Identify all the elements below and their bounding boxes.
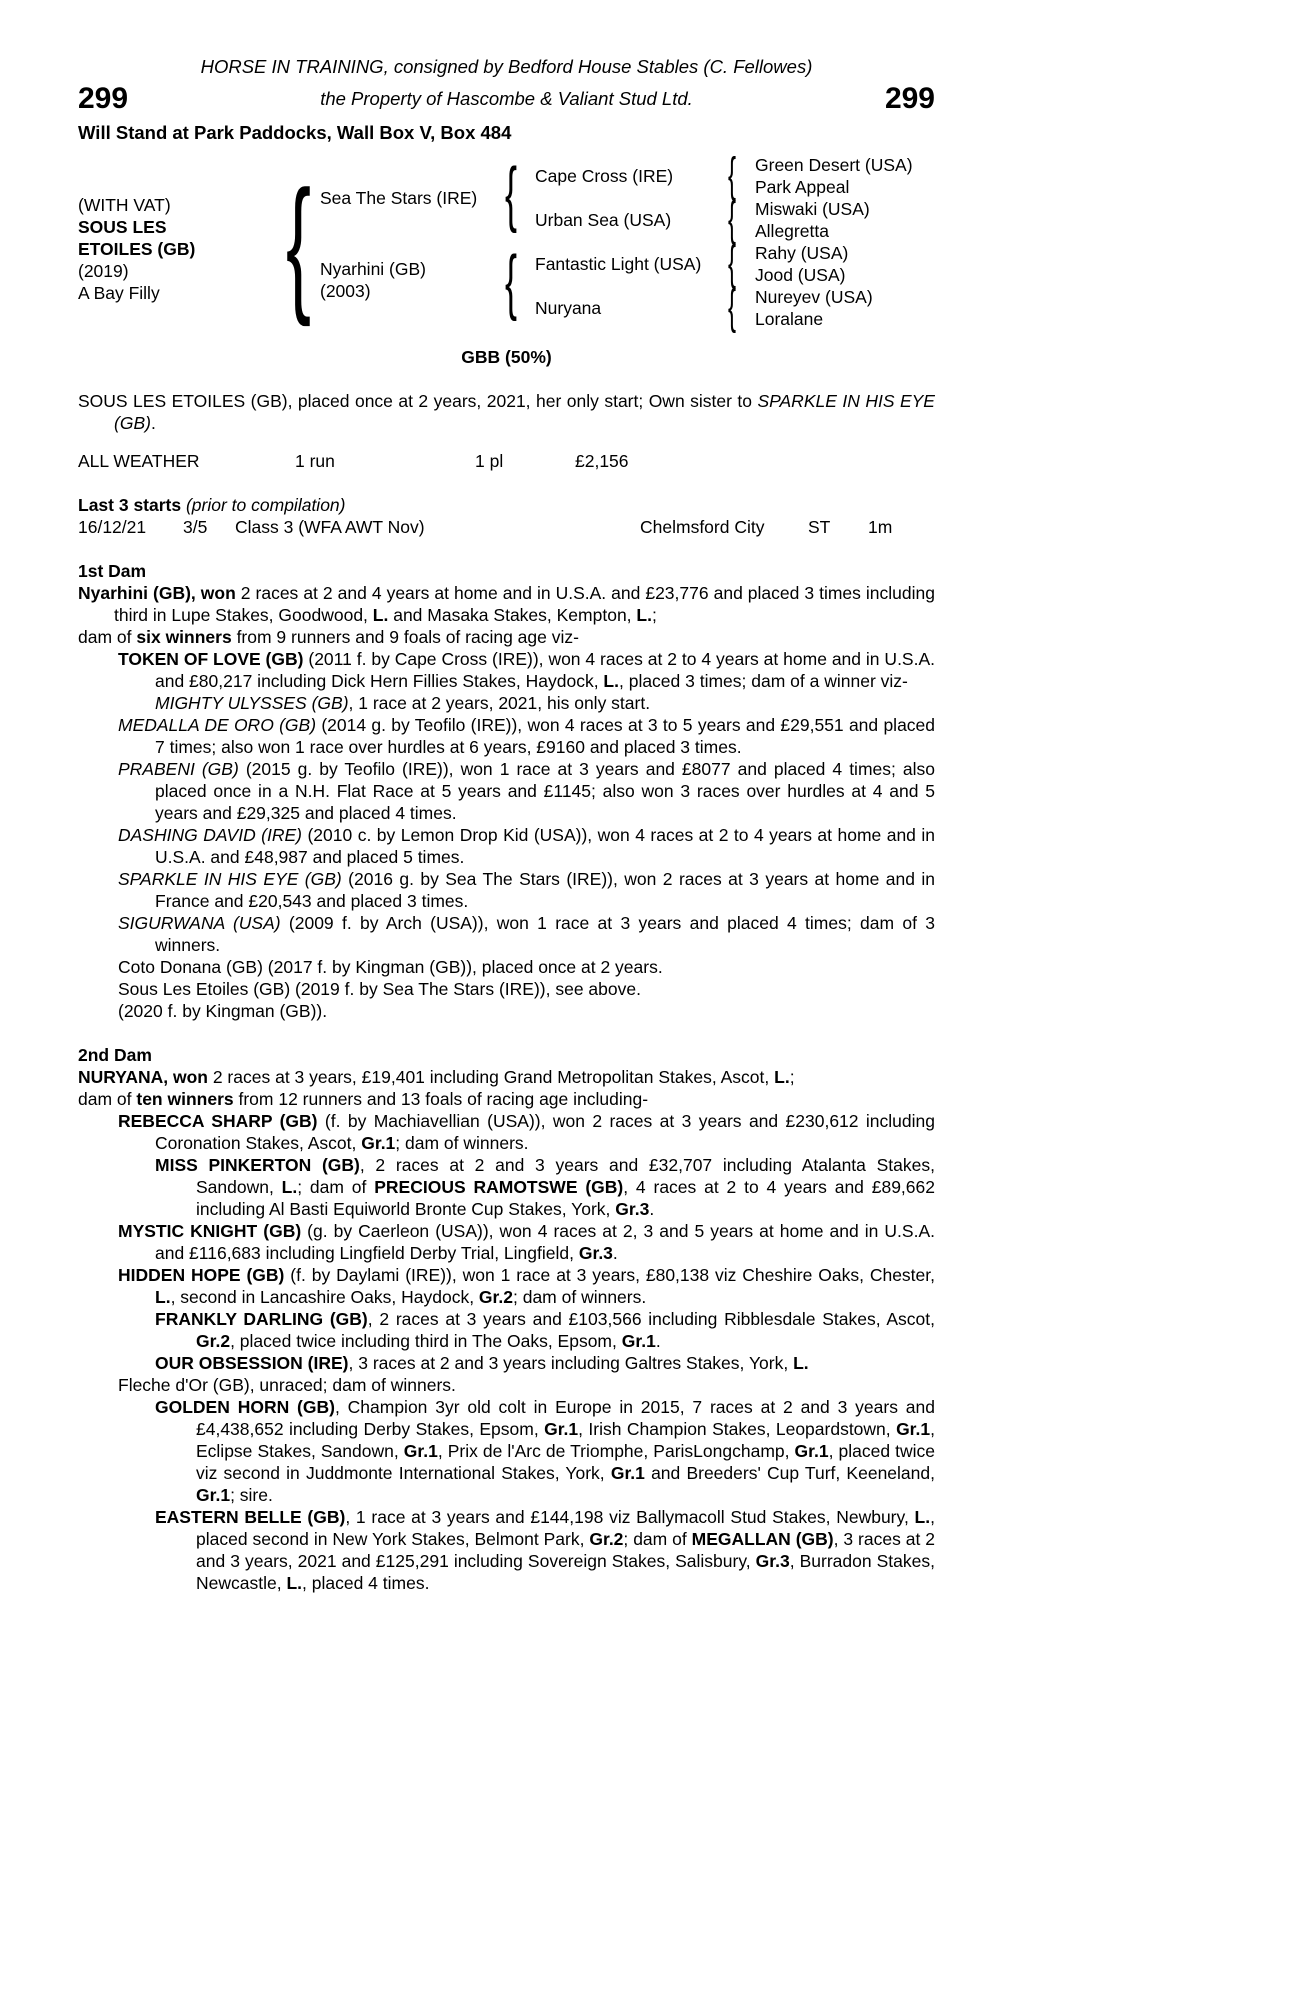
- earnings-value: £2,156: [575, 451, 629, 471]
- progeny-golden-horn: GOLDEN HORN (GB), Champion 3yr old colt in Europe in 2015, 7 races at 2 and 3 years and £4,438,652 including Derby Stakes, Epsom, Gr.1, Irish Champion Stakes, Leopardstown, Gr.1, Eclipse Stakes, Sandown, Gr.1, Prix de l'Arc de Triomphe, ParisLongchamp, Gr.1, placed twice viz second in Juddmonte International Stakes, York, Gr.1 and Breeders' Cup Turf, Keeneland, Gr.1; sire.: [155, 1397, 935, 1505]
- pedigree-brace-gp1: {: [728, 149, 737, 202]
- progeny-mighty-ulysses: MIGHTY ULYSSES (GB), 1 race at 2 years, 2021, his only start.: [155, 693, 651, 713]
- progeny-prabeni: PRABENI (GB) (2015 g. by Teofilo (IRE)), won 1 race at 3 years and £8077 and placed 4 times; also placed once in a N.H. Flat Race at 5 years and £1145; also won 3 races over hurdles at 4 and 5 years and £29,325 and placed 4 times.: [118, 759, 935, 823]
- lot-number-left: 299: [78, 82, 129, 115]
- dam-name: Nyarhini (GB): [320, 259, 426, 279]
- pedigree-brace-gp2: {: [728, 193, 737, 246]
- last-starts-section: [78, 494, 935, 538]
- start-course: Chelmsford City: [640, 517, 765, 537]
- progeny-our-obsession: OUR OBSESSION (IRE), 3 races at 2 and 3 years including Galtres Stakes, York, L.: [155, 1353, 809, 1373]
- grandparent-3: Fantastic Light (USA): [535, 254, 702, 274]
- race-record-row: [78, 450, 935, 472]
- great-grandparent-6: Jood (USA): [755, 265, 846, 285]
- progeny-sigurwana: SIGURWANA (USA) (2009 f. by Arch (USA)), won 1 race at 3 years and placed 4 times; dam of 3 winners.: [118, 913, 935, 955]
- runs-value: 1 run: [295, 451, 335, 471]
- dam1-record: Nyarhini (GB), won 2 races at 2 and 4 years at home and in U.S.A. and £23,776 and placed 3 times including third in Lupe Stakes, Goodwood, L. and Masaka Stakes, Kempton, L.;: [78, 583, 935, 625]
- horse-year: (2019): [78, 261, 129, 281]
- gbb-note: GBB (50%): [461, 347, 552, 367]
- lot-row: [78, 80, 935, 118]
- first-dam-heading: 1st Dam: [78, 561, 147, 581]
- great-grandparent-2: Park Appeal: [755, 177, 850, 197]
- pedigree-brace-sire: {: [505, 154, 518, 234]
- great-grandparent-3: Miswaki (USA): [755, 199, 870, 219]
- stand-location-line: Will Stand at Park Paddocks, Wall Box V, Box 484: [78, 122, 512, 143]
- progeny-hidden-hope: HIDDEN HOPE (GB) (f. by Daylami (IRE)), won 1 race at 3 years, £80,138 viz Cheshire Oaks, Chester, L., second in Lancashire Oaks, Haydock, Gr.2; dam of winners.: [118, 1265, 935, 1307]
- start-date: 16/12/21: [78, 517, 147, 537]
- surface-label: ALL WEATHER: [78, 451, 200, 471]
- grandparent-4: Nuryana: [535, 298, 602, 318]
- great-grandparent-7: Nureyev (USA): [755, 287, 873, 307]
- pedigree-brace-dam: {: [505, 242, 518, 322]
- pedigree-table: [78, 149, 935, 334]
- last-start-row: [78, 516, 935, 538]
- progeny-2020-filly: (2020 f. by Kingman (GB)).: [118, 1001, 328, 1021]
- progeny-mystic-knight: MYSTIC KNIGHT (GB) (g. by Caerleon (USA)), won 4 races at 2, 3 and 5 years at home and in U.S.A. and £116,683 including Lingfield Derby Trial, Lingfield, Gr.3.: [118, 1221, 935, 1263]
- property-line: the Property of Hascombe & Valiant Stud Ltd.: [320, 88, 693, 109]
- progeny-sparkle-in-his-eye: SPARKLE IN HIS EYE (GB) (2016 g. by Sea The Stars (IRE)), won 2 races at 3 years at home and in France and £20,543 and placed 3 times.: [118, 869, 935, 911]
- dam2-record: NURYANA, won 2 races at 3 years, £19,401 including Grand Metropolitan Stakes, Ascot, L.;: [78, 1067, 795, 1087]
- last-starts-note: (prior to compilation): [185, 495, 346, 515]
- last-starts-heading: [78, 494, 935, 516]
- start-race-class: Class 3 (WFA AWT Nov): [235, 517, 425, 537]
- progeny-fleche-dor: Fleche d'Or (GB), unraced; dam of winners.: [118, 1375, 456, 1395]
- pedigree-brace-gp4: {: [728, 281, 737, 334]
- great-grandparent-5: Rahy (USA): [755, 243, 849, 263]
- start-going: ST: [808, 517, 831, 537]
- horse-name-line1: SOUS LES: [78, 217, 167, 237]
- start-position: 3/5: [183, 517, 208, 537]
- second-dam-heading: 2nd Dam: [78, 1045, 152, 1065]
- race-summary: SOUS LES ETOILES (GB), placed once at 2 years, 2021, her only start; Own sister to SPARKLE IN HIS EYE (GB).: [78, 391, 935, 433]
- horse-sex: A Bay Filly: [78, 283, 160, 303]
- progeny-miss-pinkerton: MISS PINKERTON (GB), 2 races at 2 and 3 years and £32,707 including Atalanta Stakes, Sandown, L.; dam of PRECIOUS RAMOTSWE (GB), 4 races at 2 to 4 years and £89,662 including Al Basti Equiworld Bronte Cup Stakes, York, Gr.3.: [155, 1155, 935, 1219]
- consignor-line: HORSE IN TRAINING, consigned by Bedford House Stables (C. Fellowes): [200, 56, 813, 77]
- pedigree-brace-gp3: {: [728, 237, 737, 290]
- progeny-sous-les-etoiles: Sous Les Etoiles (GB) (2019 f. by Sea The Stars (IRE)), see above.: [118, 979, 641, 999]
- dam1-produce-intro: dam of six winners from 9 runners and 9 foals of racing age viz-: [78, 627, 579, 647]
- grandparent-2: Urban Sea (USA): [535, 210, 672, 230]
- dam2-produce-intro: dam of ten winners from 12 runners and 13 foals of racing age including-: [78, 1089, 649, 1109]
- progeny-token-of-love: TOKEN OF LOVE (GB) (2011 f. by Cape Cross (IRE)), won 4 races at 2 to 4 years at home and in U.S.A. and £80,217 including Dick Hern Fillies Stakes, Haydock, L., placed 3 times; dam of a winner viz-: [118, 649, 935, 691]
- lot-number-right: 299: [884, 82, 935, 115]
- progeny-eastern-belle: EASTERN BELLE (GB), 1 race at 3 years and £144,198 viz Ballymacoll Stud Stakes, Newbury, L., placed second in New York Stakes, Belmont Park, Gr.2; dam of MEGALLAN (GB), 3 races at 2 and 3 years, 2021 and £125,291 including Sovereign Stakes, Salisbury, Gr.3, Burradon Stakes, Newcastle, L., placed 4 times.: [155, 1507, 935, 1593]
- grandparent-1: Cape Cross (IRE): [535, 166, 674, 186]
- progeny-dashing-david: DASHING DAVID (IRE) (2010 c. by Lemon Drop Kid (USA)), won 4 races at 2 to 4 years at home and in U.S.A. and £48,987 and placed 5 times.: [118, 825, 935, 867]
- great-grandparent-4: Allegretta: [755, 221, 829, 241]
- progeny-medalla-de-oro: MEDALLA DE ORO (GB) (2014 g. by Teofilo (IRE)), won 4 races at 3 to 5 years and £29,551 and placed 7 times; also won 1 race over hurdles at 6 years, £9160 and placed 3 times.: [118, 715, 936, 757]
- progeny-coto-donana: Coto Donana (GB) (2017 f. by Kingman (GB)), placed once at 2 years.: [118, 957, 663, 977]
- pedigree-brace-main: {: [286, 159, 312, 327]
- great-grandparent-1: Green Desert (USA): [755, 155, 913, 175]
- with-vat-label: (WITH VAT): [78, 195, 171, 215]
- great-grandparent-8: Loralane: [755, 309, 824, 329]
- progeny-frankly-darling: FRANKLY DARLING (GB), 2 races at 3 years and £103,566 including Ribblesdale Stakes, Ascot, Gr.2, placed twice including third in The Oaks, Epsom, Gr.1.: [155, 1309, 936, 1351]
- sire-name: Sea The Stars (IRE): [320, 188, 478, 208]
- page-content: [78, 0, 935, 1594]
- places-value: 1 pl: [475, 451, 504, 471]
- dam-year: (2003): [320, 281, 371, 301]
- progeny-rebecca-sharp: REBECCA SHARP (GB) (f. by Machiavellian (USA)), won 2 races at 3 years and £230,612 including Coronation Stakes, Ascot, Gr.1; dam of winners.: [118, 1111, 935, 1153]
- horse-name-line2: ETOILES (GB): [78, 239, 196, 259]
- last-starts-title: Last 3 starts: [78, 495, 182, 515]
- start-distance: 1m: [868, 517, 893, 537]
